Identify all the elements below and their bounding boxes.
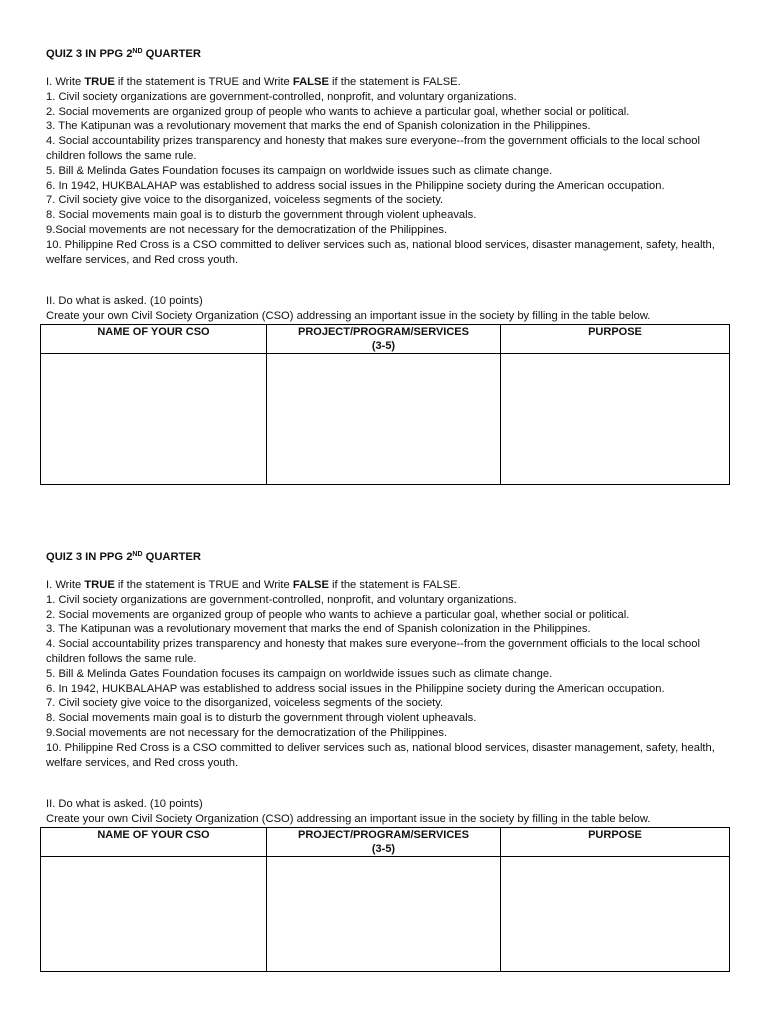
statement-item: 8. Social movements main goal is to disturb the government through violent upheavals. xyxy=(46,712,477,725)
quiz-sheet-bottom xyxy=(46,547,736,972)
instr-text: if the statement is TRUE and Write xyxy=(114,579,293,591)
cell-projects[interactable] xyxy=(267,354,501,485)
header-purpose: PURPOSE xyxy=(501,325,730,354)
statement-item: 4. Social accountability prizes transparency and honesty that makes sure everyone--from the government officials to the local school children follows the same rule. xyxy=(46,638,700,665)
instr-text: I. Write xyxy=(46,76,85,88)
table-header-row xyxy=(41,325,730,354)
section2-title: II. Do what is asked. (10 points) xyxy=(46,798,203,811)
table-row xyxy=(41,354,730,485)
statement-item: 10. Philippine Red Cross is a CSO committed to deliver services such as, national blood services, disaster management, safety, health, welfare services, and Red cross youth. xyxy=(46,741,715,769)
statement-item: 9.Social movements are not necessary for the democratization of the Philippines. xyxy=(46,223,448,236)
instr-text: if the statement is FALSE. xyxy=(328,76,461,88)
statement-item: 5. Bill & Melinda Gates Foundation focuses its campaign on worldwide issues such as climate change. xyxy=(46,667,553,680)
statement-item: 3. The Katipunan was a revolutionary movement that marks the end of Spanish colonization in the Philippines. xyxy=(46,120,591,133)
instr-true: TRUE xyxy=(84,579,115,591)
title-suffix: QUARTER xyxy=(142,551,201,563)
statement-item: 8. Social movements main goal is to disturb the government through violent upheavals. xyxy=(46,209,477,222)
statement-item: 2. Social movements are organized group of people who wants to achieve a particular goal, whether social or political. xyxy=(46,105,630,118)
title-prefix: QUIZ 3 IN PPG 2 xyxy=(46,48,133,60)
header-projects xyxy=(267,828,501,857)
header-projects xyxy=(267,325,501,354)
cso-table xyxy=(40,827,730,972)
cell-purpose[interactable] xyxy=(501,857,730,972)
section2-description: Create your own Civil Society Organization (CSO) addressing an important issue in the society by filling in the table below. xyxy=(46,813,651,826)
statement-item: 7. Civil society give voice to the disorganized, voiceless segments of the society. xyxy=(46,194,444,207)
header-projects-line2: (3-5) xyxy=(371,843,396,856)
quiz-title xyxy=(46,44,736,62)
section2-title: II. Do what is asked. (10 points) xyxy=(46,295,203,308)
title-prefix: QUIZ 3 IN PPG 2 xyxy=(46,551,133,563)
statement-item: 3. The Katipunan was a revolutionary movement that marks the end of Spanish colonization in the Philippines. xyxy=(46,623,591,636)
header-cso-name: NAME OF YOUR CSO xyxy=(41,325,267,354)
cell-projects[interactable] xyxy=(267,857,501,972)
instr-text: if the statement is FALSE. xyxy=(328,579,461,591)
statement-item: 10. Philippine Red Cross is a CSO committed to deliver services such as, national blood services, disaster management, safety, health, welfare services, and Red cross youth. xyxy=(46,238,715,266)
header-cso-name: NAME OF YOUR CSO xyxy=(41,828,267,857)
section2-description: Create your own Civil Society Organization (CSO) addressing an important issue in the society by filling in the table below. xyxy=(46,310,651,323)
statement-item: 2. Social movements are organized group of people who wants to achieve a particular goal, whether social or political. xyxy=(46,608,630,621)
instr-true: TRUE xyxy=(84,76,115,88)
quiz-sheet-top xyxy=(46,44,736,485)
title-superscript: ND xyxy=(132,551,143,558)
cell-cso-name[interactable] xyxy=(41,354,267,485)
title-superscript: ND xyxy=(132,48,143,55)
instructions xyxy=(46,75,736,90)
statement-item: 1. Civil society organizations are government-controlled, nonprofit, and voluntary organizations. xyxy=(46,90,517,103)
title-suffix: QUARTER xyxy=(142,48,201,60)
header-projects-line1: PROJECT/PROGRAM/SERVICES xyxy=(298,326,469,339)
statement-item: 5. Bill & Melinda Gates Foundation focuses its campaign on worldwide issues such as climate change. xyxy=(46,164,553,177)
instr-false: FALSE xyxy=(292,579,329,591)
statement-item: 9.Social movements are not necessary for the democratization of the Philippines. xyxy=(46,726,448,739)
instr-text: I. Write xyxy=(46,579,85,591)
statement-item: 1. Civil society organizations are government-controlled, nonprofit, and voluntary organizations. xyxy=(46,593,517,606)
header-projects-line2: (3-5) xyxy=(371,340,396,353)
instr-false: FALSE xyxy=(292,76,329,88)
statement-item: 4. Social accountability prizes transparency and honesty that makes sure everyone--from the government officials to the local school children follows the same rule. xyxy=(46,135,700,162)
statement-item: 7. Civil society give voice to the disorganized, voiceless segments of the society. xyxy=(46,697,444,710)
cell-purpose[interactable] xyxy=(501,354,730,485)
header-purpose: PURPOSE xyxy=(501,828,730,857)
table-row xyxy=(41,857,730,972)
header-projects-line1: PROJECT/PROGRAM/SERVICES xyxy=(298,829,469,842)
cell-cso-name[interactable] xyxy=(41,857,267,972)
statement-item: 6. In 1942, HUKBALAHAP was established to address social issues in the Philippine society during the American occupation. xyxy=(46,179,665,192)
quiz-title xyxy=(46,547,736,565)
instructions xyxy=(46,578,736,593)
table-header-row xyxy=(41,828,730,857)
cso-table xyxy=(40,324,730,485)
statement-item: 6. In 1942, HUKBALAHAP was established to address social issues in the Philippine society during the American occupation. xyxy=(46,682,665,695)
instr-text: if the statement is TRUE and Write xyxy=(114,76,293,88)
